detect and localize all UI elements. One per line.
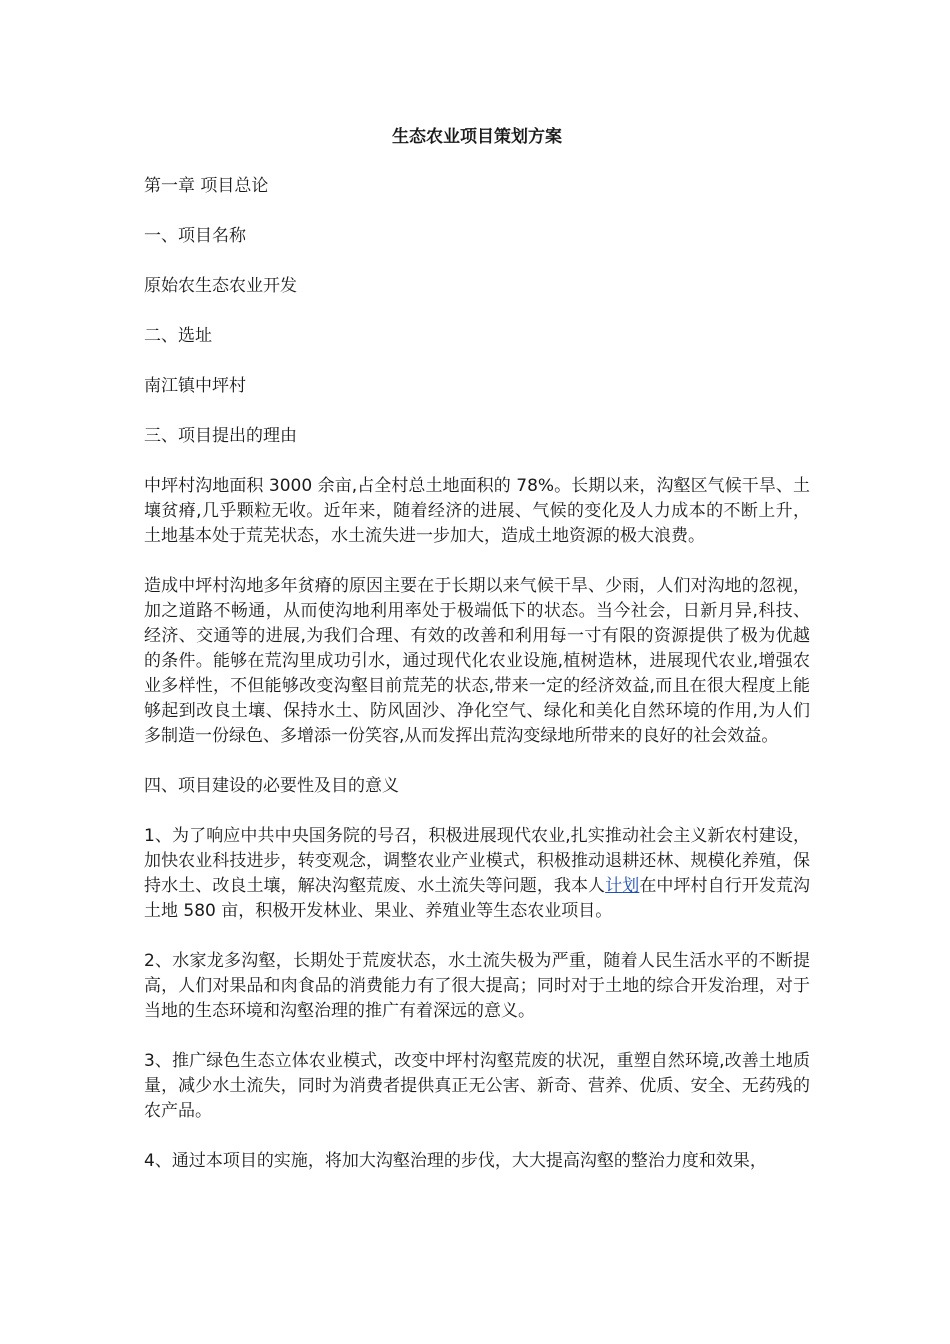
section-3-paragraph-1: 中坪村沟地面积 3000 余亩,占全村总土地面积的 78%。长期以来，沟壑区气候干旱、土壤贫瘠,几乎颗粒无收。近年来，随着经济的进展、气候的变化及人力成本的不断上升，土地基本处于荒芜状态，水土流失进一步加大，造成土地资源的极大浪费。	[144, 476, 810, 546]
section-4-item-2: 2、水家龙多沟壑，长期处于荒废状态，水土流失极为严重，随着人民生活水平的不断提高，人们对果品和肉食品的消费能力有了很大提高；同时对于土地的综合开发治理，对于当地的生态环境和沟壑治理的推广有着深远的意义。	[144, 951, 810, 1021]
section-2-heading: 二、选址	[144, 326, 212, 346]
section-4-item-1	[144, 824, 810, 924]
plan-link[interactable]: 计划	[605, 876, 640, 896]
section-2-body: 南江镇中坪村	[144, 376, 246, 396]
item-1-text-after-link: 在中坪村自行开发荒沟土地 580 亩，积极开发林业、果业、养殖业等生态农业项目。	[144, 876, 811, 921]
section-1-body: 原始农生态农业开发	[144, 276, 297, 296]
chapter-heading: 第一章 项目总论	[144, 176, 269, 196]
item-1-text-before-link: 1、为了响应中共中央国务院的号召，积极进展现代农业,扎实推动社会主义新农村建设，加快农业科技进步，转变观念，调整农业产业模式，积极推动退耕还林、规模化养殖，保持水土、改良土壤，解决沟壑荒废、水土流失等问题，我本人	[144, 826, 810, 896]
section-4-heading: 四、项目建设的必要性及目的意义	[144, 776, 399, 796]
section-4-item-3: 3、推广绿色生态立体农业模式，改变中坪村沟壑荒废的状况，重塑自然环境,改善土地质量，减少水土流失，同时为消费者提供真正无公害、新奇、营养、优质、安全、无药残的农产品。	[144, 1051, 810, 1121]
document-title: 生态农业项目策划方案	[392, 127, 562, 147]
section-1-heading: 一、项目名称	[144, 226, 246, 246]
section-3-paragraph-2: 造成中坪村沟地多年贫瘠的原因主要在于长期以来气候干旱、少雨，人们对沟地的忽视，加之道路不畅通，从而使沟地利用率处于极端低下的状态。当今社会，日新月异,科技、经济、交通等的进展,为我们合理、有效的改善和利用每一寸有限的资源提供了极为优越的条件。能够在荒沟里成功引水，通过现代化农业设施,植树造林，进展现代农业,增强农业多样性，不但能够改变沟壑目前荒芜的状态,带来一定的经济效益,而且在很大程度上能够起到改良土壤、保持水土、防风固沙、净化空气、绿化和美化自然环境的作用,为人们多制造一份绿色、多增添一份笑容,从而发挥出荒沟变绿地所带来的良好的社会效益。	[144, 576, 810, 746]
section-3-heading: 三、项目提出的理由	[144, 426, 297, 446]
section-4-item-4: 4、通过本项目的实施，将加大沟壑治理的步伐，大大提高沟壑的整治力度和效果，	[144, 1151, 767, 1171]
document-page	[144, 124, 810, 1199]
